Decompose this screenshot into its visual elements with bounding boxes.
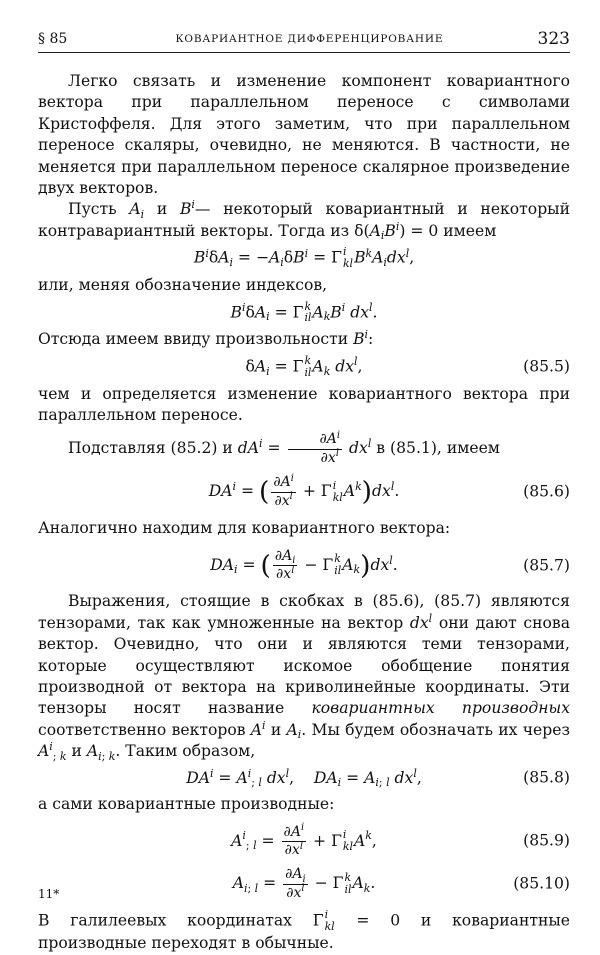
paragraph-5: чем и определяется изменение ковариантного вектора при параллельном переносе. bbox=[38, 384, 570, 424]
equation-85-7: $DA_i$ = ( $\frac{\partial A_i}{\partial x^l}$ − Γ k il $A_k)dx^l$. (85.7) bbox=[210, 547, 570, 582]
equation-85-5: $\delta A_i = \Gamma$ k il $A_k$ $dx^l$, (85.5) bbox=[245, 353, 570, 379]
paragraph-6: Подставляя (85.2) и $dA^i$ = $\frac{\partial A^i}{\partial x^l}$ $dx^l$ в (85.1), имеем bbox=[68, 430, 500, 466]
page bbox=[38, 26, 570, 955]
paragraph-10: В галилеевых координатах Γ i kl = 0 и ковариантные производные переходят в обычные. bbox=[38, 908, 570, 953]
signature-mark: 11* bbox=[38, 887, 60, 901]
paragraph-4: Отсюда имеем ввиду произвольности $B^i$: bbox=[38, 328, 374, 349]
paragraph-3: или, меняя обозначение индексов, bbox=[38, 276, 328, 295]
equation-85-9: $A^i_{; l}$ = $\frac{\partial A^i}{\partial x^l}$ + Γ i kl $A^k$, (85.9) bbox=[231, 822, 570, 858]
equation-number: (85.10) bbox=[513, 874, 570, 893]
running-head bbox=[38, 26, 570, 53]
equation-number: (85.9) bbox=[523, 831, 570, 850]
running-title: КОВАРИАНТНОЕ ДИФФЕРЕНЦИРОВАНИЕ bbox=[175, 32, 444, 45]
paragraph-8: Выражения, стоящие в скобках в (85.6), (85.7) являются тензорами, так как умноженные на вектор $dx^l$ они дают снова вектор. Очевидно, что они и являются теми тензорами, которые осуществляют искомое обобщение понятия производной от вектора на криволинейные координаты. Эти тензоры носят название ковариантных производных соответственно векторов $A^i$ и $A_i$. Мы будем обозначать их через $A^i_{; k}$ и $A_{i; k}$. Таким образом, bbox=[38, 592, 570, 763]
paragraph-9: а сами ковариантные производные: bbox=[38, 795, 335, 814]
paragraph-7: Аналогично находим для ковариантного вектора: bbox=[38, 519, 451, 538]
page-number: 323 bbox=[537, 28, 570, 49]
equation-unnumbered-1: $B^i\delta A_i = -A_i\delta B^i = \Gamma$ i kl $B^kA_idx^l$, bbox=[193, 245, 415, 271]
equation-number: (85.8) bbox=[523, 768, 570, 787]
body-text bbox=[38, 71, 570, 955]
equation-number: (85.5) bbox=[523, 357, 570, 376]
paragraph-1: Легко связать и изменение компонент ковариантного вектора при параллельном переносе с символами Кристоффеля. Для этого заметим, что при параллельном переносе скаляры, очевидно, не меняются. В частности, не меняется при параллельном переносе скалярное произведение двух векторов. bbox=[38, 72, 570, 198]
emphasized-term: ковариантных производных bbox=[311, 699, 570, 718]
equation-85-10: $A_{i; l}$ = $\frac{\partial A_i}{\partial x^l}$ − Γ k il $A_k$. (85.10) bbox=[232, 866, 570, 901]
section-number: § 85 bbox=[38, 30, 68, 47]
paragraph-2: Пусть $A_i$ и $B^i—$ некоторый ковариантный и некоторый контравариантный векторы. Тогда из $\delta(A_iB^i) = 0$ имеем bbox=[38, 198, 570, 243]
equation-85-8: $DA^i = A^i_{; l}$ $dx^l$, $DA_i = A_{i; l}$ $dx^l$, (85.8) bbox=[186, 766, 570, 790]
equation-85-6: $DA^i$ = ( $\frac{\partial A^i}{\partial x^l}$ + Γ i kl $A^k)dx^l$. (85.6) bbox=[208, 472, 570, 509]
equation-number: (85.7) bbox=[523, 555, 570, 574]
equation-unnumbered-2: $B^i\delta A_i = \Gamma$ k il $A_kB^i$ $dx^l$. bbox=[230, 299, 378, 325]
equation-number: (85.6) bbox=[523, 482, 570, 501]
